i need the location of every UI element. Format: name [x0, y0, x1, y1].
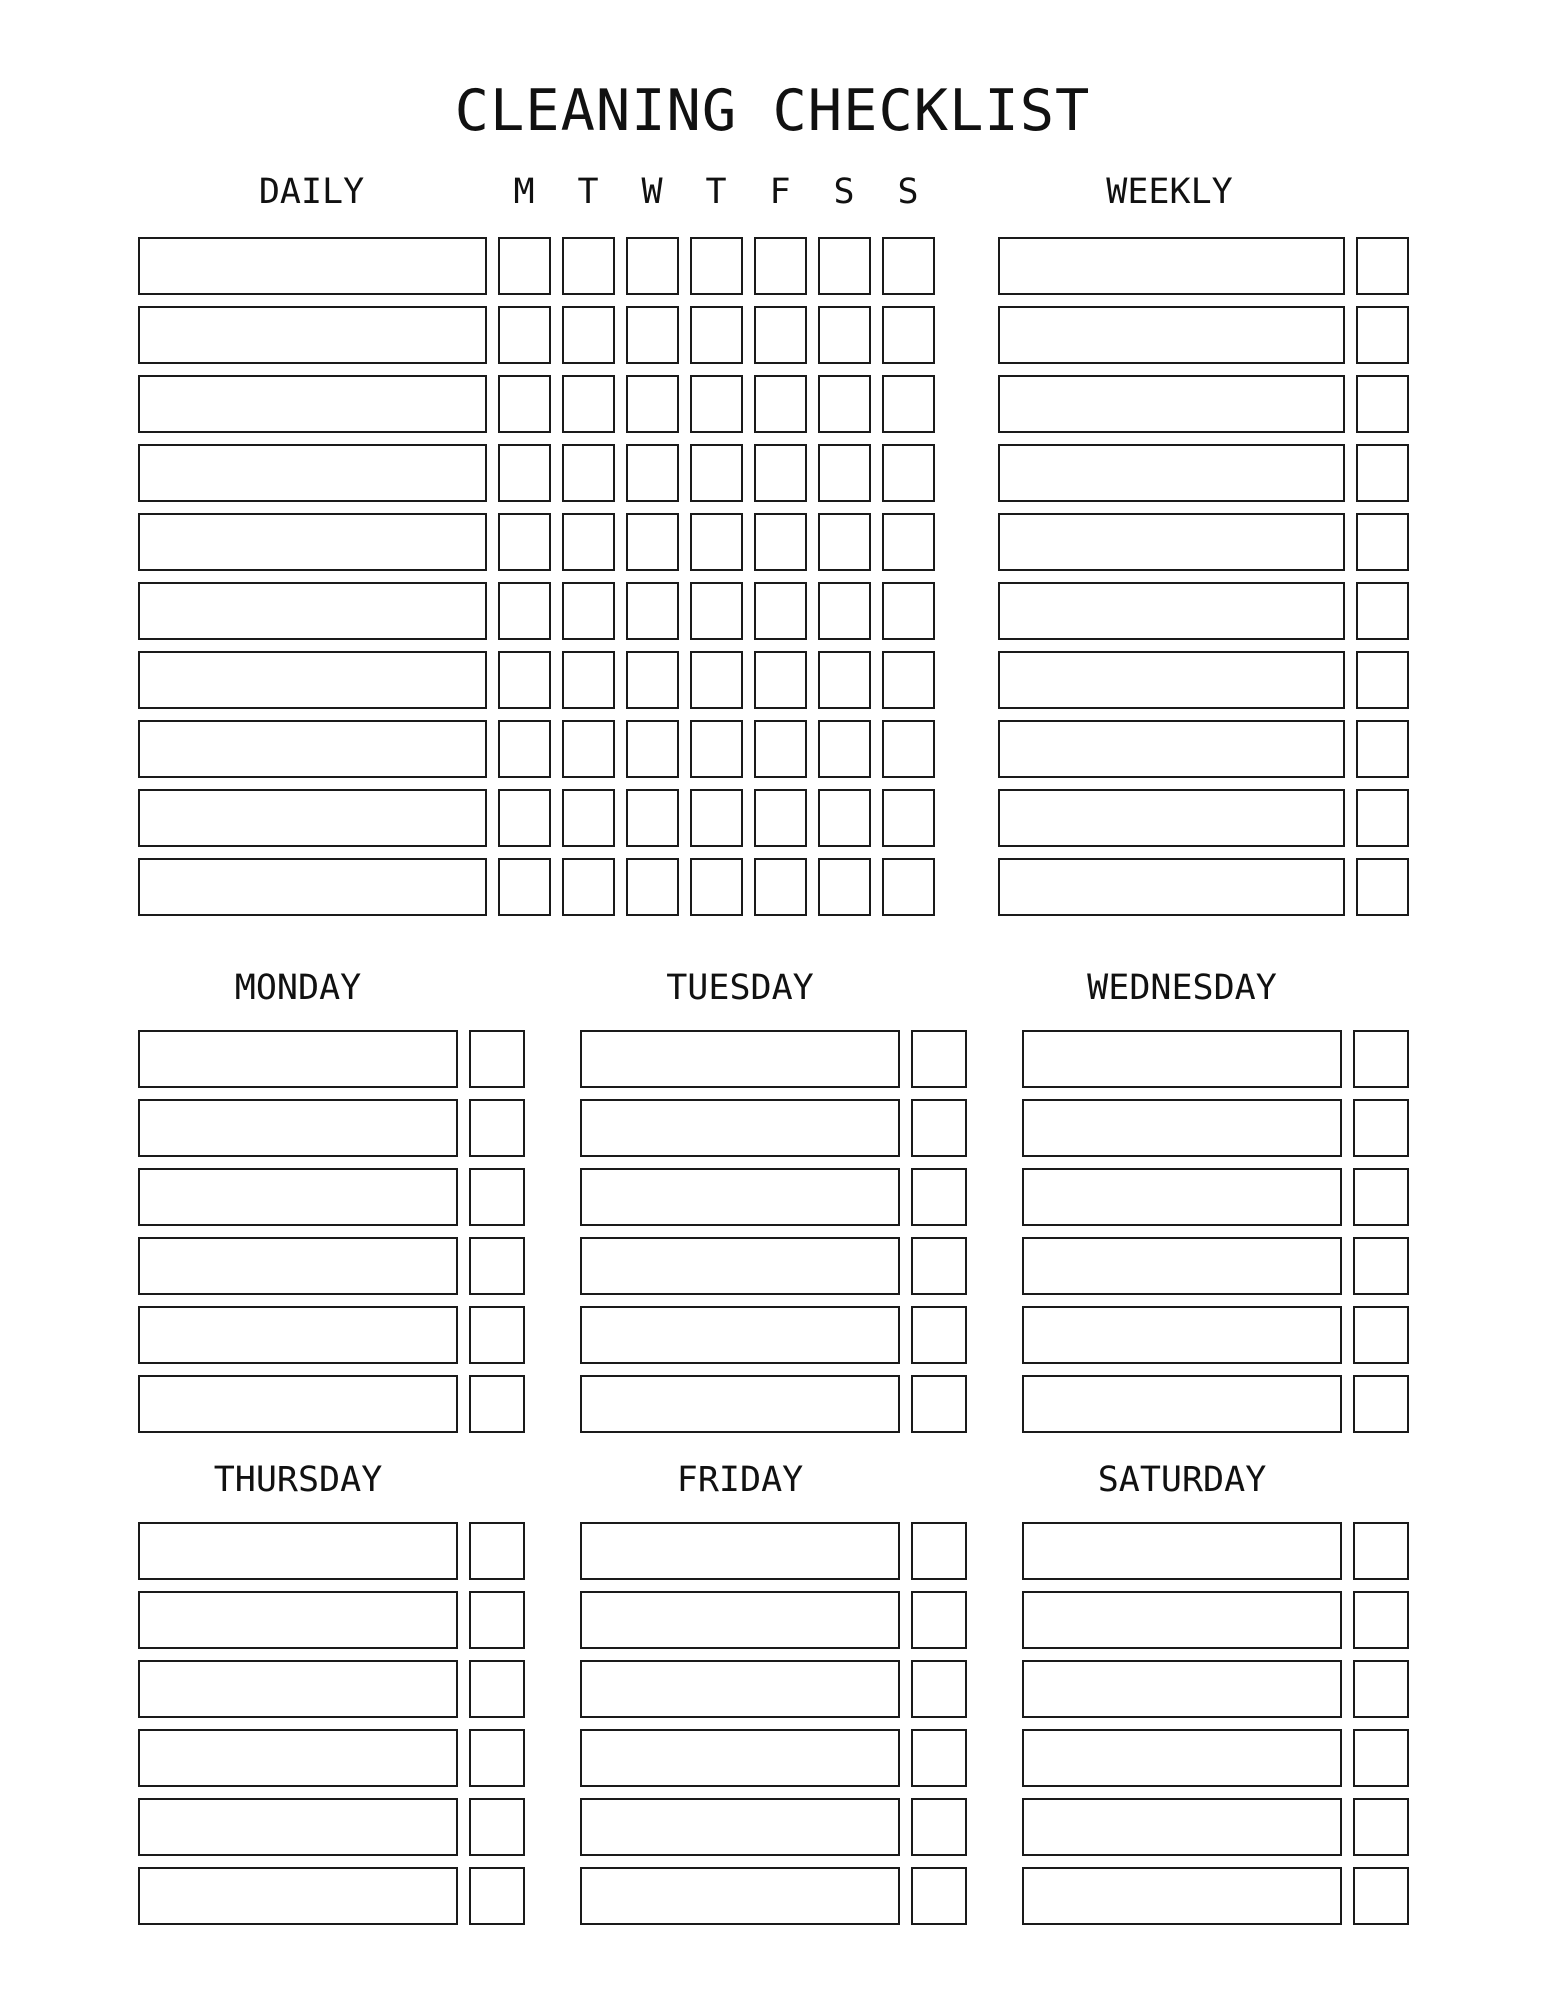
- weekly-task-field[interactable]: [998, 375, 1345, 433]
- daily-checkbox[interactable]: [562, 582, 615, 640]
- thursday-task-field[interactable]: [138, 1798, 458, 1856]
- daily-checkbox[interactable]: [690, 651, 743, 709]
- tuesday-checkbox[interactable]: [911, 1099, 967, 1157]
- monday-task-field[interactable]: [138, 1099, 458, 1157]
- thursday-task-field[interactable]: [138, 1729, 458, 1787]
- daily-checkbox[interactable]: [690, 720, 743, 778]
- daily-day-header: S: [897, 172, 919, 212]
- daily-checkbox[interactable]: [626, 720, 679, 778]
- thursday-task-field[interactable]: [138, 1660, 458, 1718]
- monday-checkbox[interactable]: [469, 1168, 525, 1226]
- daily-checkbox[interactable]: [562, 375, 615, 433]
- weekly-task-field[interactable]: [998, 720, 1345, 778]
- thursday-checkbox[interactable]: [469, 1798, 525, 1856]
- daily-checkbox[interactable]: [498, 789, 551, 847]
- daily-day-header: F: [769, 172, 791, 212]
- tuesday-task-field[interactable]: [580, 1168, 900, 1226]
- daily-checkbox[interactable]: [882, 582, 935, 640]
- thursday-checkbox[interactable]: [469, 1867, 525, 1925]
- friday-checkbox[interactable]: [911, 1591, 967, 1649]
- daily-checkbox[interactable]: [754, 858, 807, 916]
- wednesday-task-field[interactable]: [1022, 1030, 1342, 1088]
- friday-checkbox[interactable]: [911, 1729, 967, 1787]
- friday-task-field[interactable]: [580, 1798, 900, 1856]
- thursday-task-field[interactable]: [138, 1867, 458, 1925]
- daily-checkbox[interactable]: [818, 720, 871, 778]
- tuesday-task-field[interactable]: [580, 1306, 900, 1364]
- daily-task-field[interactable]: [138, 513, 487, 571]
- daily-checkbox[interactable]: [690, 444, 743, 502]
- friday-checkbox[interactable]: [911, 1798, 967, 1856]
- daily-checkbox[interactable]: [626, 582, 679, 640]
- daily-checkbox[interactable]: [498, 444, 551, 502]
- monday-checkbox[interactable]: [469, 1306, 525, 1364]
- saturday-task-field[interactable]: [1022, 1729, 1342, 1787]
- daily-checkbox[interactable]: [754, 306, 807, 364]
- monday-task-field[interactable]: [138, 1306, 458, 1364]
- daily-task-field[interactable]: [138, 375, 487, 433]
- daily-checkbox[interactable]: [498, 306, 551, 364]
- daily-checkbox[interactable]: [498, 720, 551, 778]
- daily-checkbox[interactable]: [754, 444, 807, 502]
- daily-checkbox[interactable]: [562, 858, 615, 916]
- daily-checkbox[interactable]: [754, 513, 807, 571]
- daily-checkbox[interactable]: [818, 513, 871, 571]
- tuesday-checkbox[interactable]: [911, 1306, 967, 1364]
- weekly-checkbox[interactable]: [1356, 375, 1409, 433]
- friday-task-field[interactable]: [580, 1522, 900, 1580]
- daily-checkbox[interactable]: [498, 651, 551, 709]
- friday-checkbox[interactable]: [911, 1660, 967, 1718]
- weekly-checkbox[interactable]: [1356, 306, 1409, 364]
- weekly-heading: WEEKLY: [1106, 172, 1233, 212]
- daily-checkbox[interactable]: [626, 651, 679, 709]
- page-title: CLEANING CHECKLIST: [454, 78, 1091, 144]
- monday-heading: MONDAY: [234, 968, 362, 1008]
- daily-task-field[interactable]: [138, 858, 487, 916]
- daily-checkbox[interactable]: [498, 858, 551, 916]
- thursday-checkbox[interactable]: [469, 1660, 525, 1718]
- daily-checkbox[interactable]: [562, 306, 615, 364]
- daily-checkbox[interactable]: [626, 306, 679, 364]
- daily-checkbox[interactable]: [690, 789, 743, 847]
- daily-checkbox[interactable]: [690, 375, 743, 433]
- saturday-checkbox[interactable]: [1353, 1591, 1409, 1649]
- monday-task-field[interactable]: [138, 1237, 458, 1295]
- monday-task-field[interactable]: [138, 1030, 458, 1088]
- daily-checkbox[interactable]: [562, 444, 615, 502]
- daily-checkbox[interactable]: [818, 237, 871, 295]
- daily-day-header: T: [705, 172, 727, 212]
- weekly-task-field[interactable]: [998, 789, 1345, 847]
- daily-checkbox[interactable]: [818, 858, 871, 916]
- daily-day-header: S: [833, 172, 855, 212]
- weekly-task-field[interactable]: [998, 651, 1345, 709]
- daily-heading: DAILY: [258, 172, 365, 212]
- daily-checkbox[interactable]: [626, 858, 679, 916]
- daily-task-field[interactable]: [138, 789, 487, 847]
- daily-checkbox[interactable]: [562, 513, 615, 571]
- wednesday-checkbox[interactable]: [1353, 1306, 1409, 1364]
- daily-checkbox[interactable]: [562, 720, 615, 778]
- thursday-task-field[interactable]: [138, 1591, 458, 1649]
- daily-checkbox[interactable]: [882, 720, 935, 778]
- weekly-task-field[interactable]: [998, 858, 1345, 916]
- daily-checkbox[interactable]: [882, 444, 935, 502]
- daily-checkbox[interactable]: [498, 513, 551, 571]
- saturday-task-field[interactable]: [1022, 1867, 1342, 1925]
- tuesday-heading: TUESDAY: [666, 968, 814, 1008]
- weekly-task-field[interactable]: [998, 513, 1345, 571]
- daily-checkbox[interactable]: [562, 237, 615, 295]
- daily-checkbox[interactable]: [818, 375, 871, 433]
- friday-checkbox[interactable]: [911, 1867, 967, 1925]
- daily-checkbox[interactable]: [818, 444, 871, 502]
- daily-checkbox[interactable]: [882, 237, 935, 295]
- monday-checkbox[interactable]: [469, 1099, 525, 1157]
- saturday-checkbox[interactable]: [1353, 1729, 1409, 1787]
- daily-checkbox[interactable]: [882, 858, 935, 916]
- daily-checkbox[interactable]: [818, 306, 871, 364]
- daily-checkbox[interactable]: [498, 237, 551, 295]
- wednesday-checkbox[interactable]: [1353, 1375, 1409, 1433]
- monday-task-field[interactable]: [138, 1168, 458, 1226]
- wednesday-task-field[interactable]: [1022, 1168, 1342, 1226]
- daily-checkbox[interactable]: [562, 651, 615, 709]
- weekly-task-field[interactable]: [998, 582, 1345, 640]
- saturday-checkbox[interactable]: [1353, 1522, 1409, 1580]
- weekly-checkbox[interactable]: [1356, 720, 1409, 778]
- weekly-checkbox[interactable]: [1356, 651, 1409, 709]
- weekly-checkbox[interactable]: [1356, 789, 1409, 847]
- daily-checkbox[interactable]: [690, 858, 743, 916]
- saturday-checkbox[interactable]: [1353, 1867, 1409, 1925]
- daily-checkbox[interactable]: [882, 375, 935, 433]
- daily-checkbox[interactable]: [498, 375, 551, 433]
- tuesday-checkbox[interactable]: [911, 1030, 967, 1088]
- daily-checkbox[interactable]: [754, 375, 807, 433]
- wednesday-checkbox[interactable]: [1353, 1030, 1409, 1088]
- friday-task-field[interactable]: [580, 1867, 900, 1925]
- daily-checkbox[interactable]: [626, 375, 679, 433]
- daily-checkbox[interactable]: [626, 513, 679, 571]
- wednesday-task-field[interactable]: [1022, 1375, 1342, 1433]
- wednesday-task-field[interactable]: [1022, 1099, 1342, 1157]
- weekly-checkbox[interactable]: [1356, 858, 1409, 916]
- saturday-task-field[interactable]: [1022, 1522, 1342, 1580]
- friday-heading: FRIDAY: [676, 1460, 804, 1500]
- friday-checkbox[interactable]: [911, 1522, 967, 1580]
- wednesday-checkbox[interactable]: [1353, 1168, 1409, 1226]
- daily-task-field[interactable]: [138, 444, 487, 502]
- daily-checkbox[interactable]: [754, 582, 807, 640]
- saturday-task-field[interactable]: [1022, 1591, 1342, 1649]
- wednesday-checkbox[interactable]: [1353, 1237, 1409, 1295]
- daily-checkbox[interactable]: [818, 651, 871, 709]
- daily-checkbox[interactable]: [882, 513, 935, 571]
- saturday-checkbox[interactable]: [1353, 1798, 1409, 1856]
- weekly-checkbox[interactable]: [1356, 444, 1409, 502]
- daily-checkbox[interactable]: [754, 237, 807, 295]
- wednesday-heading: WEDNESDAY: [1087, 968, 1277, 1008]
- daily-checkbox[interactable]: [690, 306, 743, 364]
- friday-task-field[interactable]: [580, 1660, 900, 1718]
- daily-checkbox[interactable]: [754, 789, 807, 847]
- daily-checkbox[interactable]: [818, 582, 871, 640]
- daily-checkbox[interactable]: [754, 651, 807, 709]
- tuesday-task-field[interactable]: [580, 1375, 900, 1433]
- daily-checkbox[interactable]: [690, 513, 743, 571]
- wednesday-task-field[interactable]: [1022, 1306, 1342, 1364]
- daily-checkbox[interactable]: [690, 237, 743, 295]
- thursday-checkbox[interactable]: [469, 1522, 525, 1580]
- wednesday-checkbox[interactable]: [1353, 1099, 1409, 1157]
- daily-checkbox[interactable]: [754, 720, 807, 778]
- saturday-checkbox[interactable]: [1353, 1660, 1409, 1718]
- saturday-task-field[interactable]: [1022, 1798, 1342, 1856]
- tuesday-task-field[interactable]: [580, 1099, 900, 1157]
- daily-day-header: M: [513, 172, 535, 212]
- daily-checkbox[interactable]: [690, 582, 743, 640]
- daily-task-field[interactable]: [138, 237, 487, 295]
- tuesday-task-field[interactable]: [580, 1237, 900, 1295]
- thursday-checkbox[interactable]: [469, 1591, 525, 1649]
- weekly-task-field[interactable]: [998, 444, 1345, 502]
- tuesday-checkbox[interactable]: [911, 1237, 967, 1295]
- daily-day-header: W: [641, 172, 663, 212]
- daily-checkbox[interactable]: [882, 651, 935, 709]
- daily-checkbox[interactable]: [626, 444, 679, 502]
- monday-checkbox[interactable]: [469, 1030, 525, 1088]
- tuesday-checkbox[interactable]: [911, 1168, 967, 1226]
- daily-checkbox[interactable]: [562, 789, 615, 847]
- daily-day-header: T: [577, 172, 599, 212]
- daily-checkbox[interactable]: [626, 789, 679, 847]
- thursday-checkbox[interactable]: [469, 1729, 525, 1787]
- daily-checkbox[interactable]: [818, 789, 871, 847]
- weekly-checkbox[interactable]: [1356, 582, 1409, 640]
- daily-checkbox[interactable]: [882, 789, 935, 847]
- friday-task-field[interactable]: [580, 1591, 900, 1649]
- saturday-heading: SATURDAY: [1097, 1460, 1267, 1500]
- monday-task-field[interactable]: [138, 1375, 458, 1433]
- daily-task-field[interactable]: [138, 651, 487, 709]
- daily-task-field[interactable]: [138, 720, 487, 778]
- daily-checkbox[interactable]: [498, 582, 551, 640]
- tuesday-task-field[interactable]: [580, 1030, 900, 1088]
- daily-checkbox[interactable]: [626, 237, 679, 295]
- tuesday-checkbox[interactable]: [911, 1375, 967, 1433]
- monday-checkbox[interactable]: [469, 1237, 525, 1295]
- weekly-task-field[interactable]: [998, 237, 1345, 295]
- monday-checkbox[interactable]: [469, 1375, 525, 1433]
- saturday-task-field[interactable]: [1022, 1660, 1342, 1718]
- wednesday-task-field[interactable]: [1022, 1237, 1342, 1295]
- daily-task-field[interactable]: [138, 306, 487, 364]
- weekly-task-field[interactable]: [998, 306, 1345, 364]
- thursday-heading: THURSDAY: [213, 1460, 383, 1500]
- daily-task-field[interactable]: [138, 582, 487, 640]
- thursday-task-field[interactable]: [138, 1522, 458, 1580]
- weekly-checkbox[interactable]: [1356, 513, 1409, 571]
- friday-task-field[interactable]: [580, 1729, 900, 1787]
- weekly-checkbox[interactable]: [1356, 237, 1409, 295]
- daily-checkbox[interactable]: [882, 306, 935, 364]
